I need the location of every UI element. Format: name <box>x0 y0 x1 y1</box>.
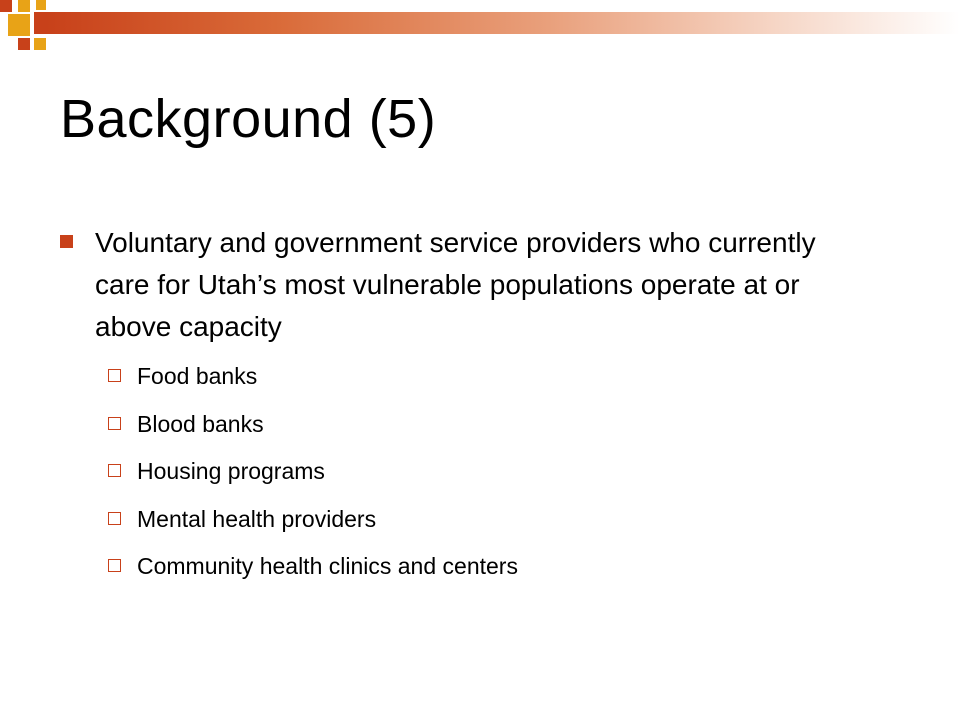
ornament-square <box>36 0 46 10</box>
ornament-square <box>0 0 12 12</box>
square-bullet-icon <box>60 235 73 248</box>
hollow-square-bullet-icon <box>108 559 121 572</box>
slide-title: Background (5) <box>60 89 437 149</box>
list-item <box>108 362 850 390</box>
list-item-label: Food banks <box>137 363 258 389</box>
list-item-label: Housing programs <box>137 458 325 484</box>
ornament-square <box>18 38 30 50</box>
list-item <box>108 457 850 485</box>
main-bullet <box>60 222 850 348</box>
list-item-label: Community health clinics and centers <box>137 553 518 579</box>
list-item <box>108 552 850 580</box>
ornament-square <box>34 38 46 50</box>
sub-bullet-list <box>108 362 850 580</box>
hollow-square-bullet-icon <box>108 464 121 477</box>
hollow-square-bullet-icon <box>108 512 121 525</box>
list-item <box>108 505 850 533</box>
list-item-label: Blood banks <box>137 410 264 437</box>
ornament-square <box>8 14 30 36</box>
header-gradient-bar <box>46 12 960 34</box>
list-item-label: Mental health providers <box>137 505 377 532</box>
main-bullet-text: Voluntary and government service providers who currently care for Utah’s most vulnerable populations operate at or above capacity <box>95 227 816 342</box>
hollow-square-bullet-icon <box>108 369 121 382</box>
slide-content <box>60 222 850 600</box>
list-item <box>108 410 850 438</box>
hollow-square-bullet-icon <box>108 417 121 430</box>
header-ornament <box>0 0 960 56</box>
ornament-square <box>18 0 30 12</box>
